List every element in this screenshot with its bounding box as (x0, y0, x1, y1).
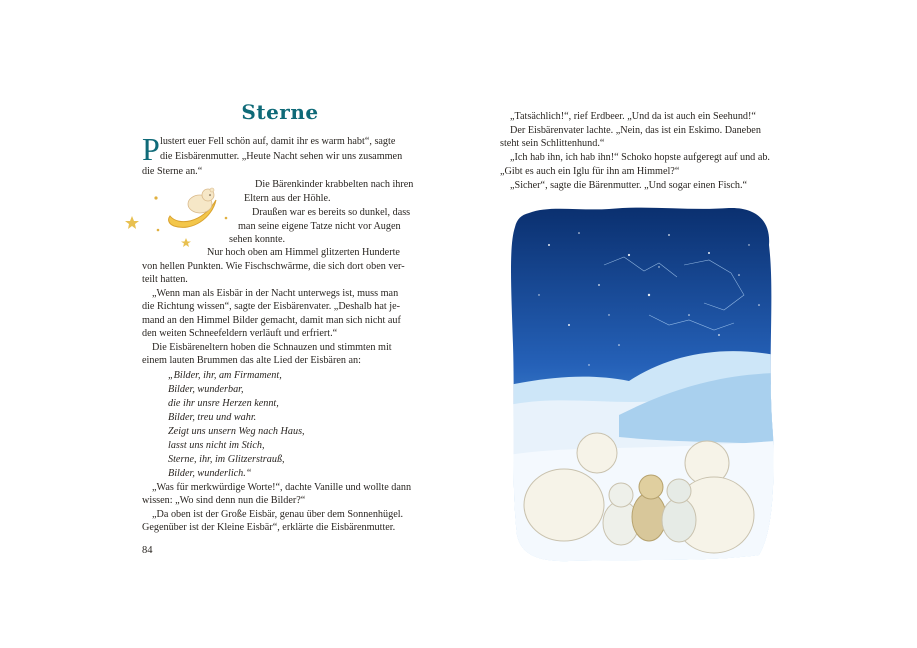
text-line: man seine eigene Tatze nicht vor Augen (238, 221, 401, 232)
text-line: Draußen war es bereits so dunkel, dass (252, 207, 411, 218)
text-line: „Tatsächlich!“, rief Erdbeer. „Und da ist auch ein Seehund!“ (510, 111, 756, 122)
verse-line: „Bilder, ihr, am Firmament, (168, 370, 282, 381)
chapter-title: Sterne (241, 100, 319, 124)
text-line: mand an den Himmel Bilder gemacht, damit man sich nicht auf (142, 315, 401, 326)
verse-line: Bilder, wunderlich.“ (168, 468, 252, 479)
verse-line: Sterne, ihr, im Glitzerstrauß, (168, 454, 285, 465)
text-line: die Eisbärenmutter. „Heute Nacht sehen wir uns zusammen (160, 151, 403, 162)
text-line: Die Bärenkinder krabbelten nach ihren (255, 179, 414, 190)
sleeping-bear-icon (188, 188, 214, 213)
text-line: einem lauten Brummen das alte Lied der Eisbären an: (142, 355, 361, 366)
text-line: steht sein Schlittenhund.“ (500, 138, 605, 149)
text-line: die Richtung wissen“, sagte der Eisbärenvater. „Deshalb hat je- (142, 301, 400, 312)
text-line: „Sicher“, sagte die Bärenmutter. „Und sogar einen Fisch.“ (510, 180, 748, 191)
drop-cap: P (142, 131, 160, 167)
text-line: sehen konnte. (229, 234, 286, 245)
text-line: teilt hatten. (142, 274, 188, 285)
text-line: lustert euer Fell schön auf, damit ihr es warm habt“, sagte (160, 136, 396, 147)
star-icon (157, 229, 160, 232)
verse-line: Bilder, wunderbar, (168, 384, 244, 395)
moon-bear-illustration (122, 178, 230, 250)
text-line: Die Eisbäreneltern hoben die Schnauzen und stimmten mit (152, 342, 392, 353)
text-line: „Ich hab ihn, ich hab ihn!“ Schoko hopste aufgeregt auf und ab. (510, 152, 770, 163)
text-line: „Da oben ist der Große Eisbär, genau über dem Sonnenhügel. (152, 509, 404, 520)
star-icon (181, 238, 191, 247)
text-line: „Was für merkwürdige Worte!“, dachte Vanille und wollte dann (152, 482, 412, 493)
verse-line: Bilder, treu und wahr. (168, 412, 257, 423)
star-icon (125, 216, 139, 229)
text-line: die Sterne an.“ (142, 166, 203, 177)
text-line: wissen: „Wo sind denn nun die Bilder?“ (142, 495, 306, 506)
text-line: „Wenn man als Eisbär in der Nacht unterwegs ist, muss man (152, 288, 399, 299)
text-line: Eltern aus der Höhle. (244, 193, 331, 204)
left-page (0, 0, 458, 648)
verse-line: Zeigt uns unsern Weg nach Haus, (168, 426, 305, 437)
polar-bears-night-illustration (509, 205, 775, 562)
star-icon (225, 217, 228, 220)
text-line: den weiten Schneefeldern verläuft und erfriert.“ (142, 328, 338, 339)
text-line: Gegenüber ist der Kleine Eisbär“, erklärte die Eisbärenmutter. (142, 522, 396, 533)
text-line: von hellen Punkten. Wie Fischschwärme, die sich dort oben ver- (142, 261, 405, 272)
star-icon (154, 196, 157, 199)
verse-line: die ihr unsre Herzen kennt, (168, 398, 279, 409)
page-number: 84 (142, 545, 153, 556)
verse-line: lasst uns nicht im Stich, (168, 440, 265, 451)
text-line: Der Eisbärenvater lachte. „Nein, das ist ein Eskimo. Daneben (510, 125, 761, 136)
text-line: „Gibt es auch ein Iglu für ihn am Himmel?“ (500, 166, 680, 177)
text-line: Nur hoch oben am Himmel glitzerten Hunderte (207, 247, 400, 258)
